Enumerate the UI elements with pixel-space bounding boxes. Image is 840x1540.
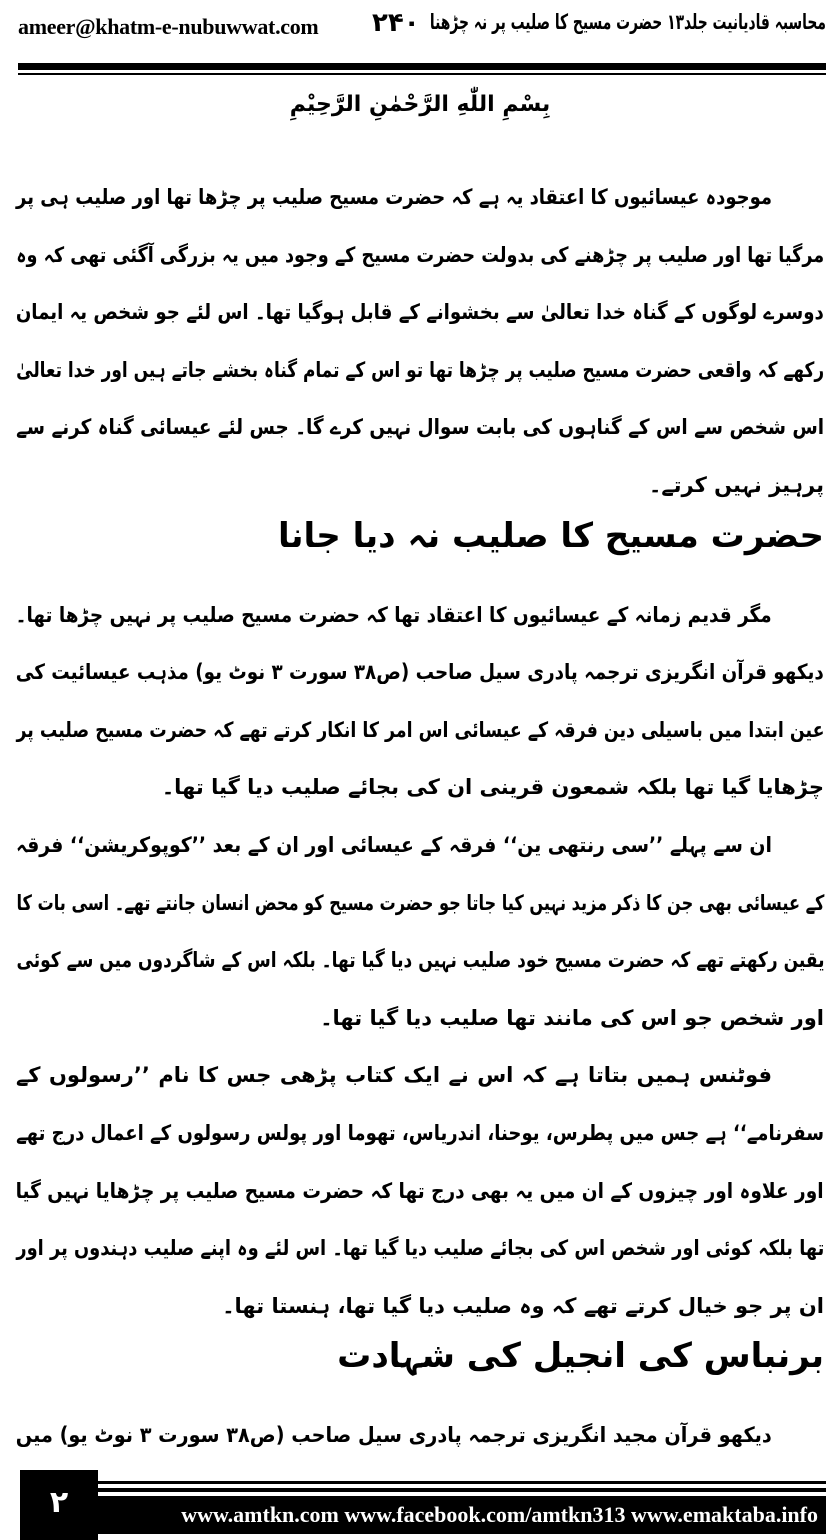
header-email: ameer@khatm-e-nubuwwat.com [18,14,319,39]
footer-rule [98,1488,826,1492]
text-line-content: ان سے پہلے ’’سی رنتھی ین‘‘ فرقہ کے عیسائی اور ان کے بعد ’’کوپوکریشن‘‘ فرقہ [16,832,772,857]
text-line-content: رکھے کہ واقعی حضرت مسیح صلیب پر چڑھا تھا تو اس کے تمام گناہ بخشے جاتے ہیں اور خدا تعالیٰ [16,357,824,382]
text-line-content: ان پر جو خیال کرتے تھے کہ وہ صلیب دیا گیا تھا، ہنستا تھا۔ [222,1293,824,1318]
paragraph-5 [16,1407,824,1465]
text-line-content: فوٹنس ہمیں بتاتا ہے کہ اس نے ایک کتاب پڑھی جس کا نام ’’رسولوں کے [16,1063,772,1088]
text-line [16,932,824,990]
text-line-content: موجودہ عیسائیوں کا اعتقاد یہ ہے کہ حضرت مسیح صلیب پر چڑھا تھا اور صلیب ہی پر [16,185,772,209]
section-heading [16,515,824,587]
text-line-content: مرگیا تھا اور صلیب پر چڑھنے کی بدولت حضرت مسیح کے وجود میں یہ بزرگی آگئی تھی کہ وہ [16,242,824,267]
text-line [16,342,824,400]
text-line [16,457,824,515]
footer-links-bar [98,1496,826,1534]
text-line-content: دیکھو قرآن مجید انگریزی ترجمہ پادری سیل صاحب (ص۳۸ سورت ۳ نوٹ یو) میں [16,1423,772,1448]
text-line-content: اور شخص جو اس کی مانند تھا صلیب دیا گیا تھا۔ [320,1005,824,1030]
text-line [16,1105,824,1163]
footer-page-number: ۲ [20,1470,98,1540]
bismillah: بِسْمِ اللّٰهِ الرَّحْمٰنِ الرَّحِيْمِ [289,92,551,117]
text-line [16,1163,824,1221]
text-line-content: دیکھو قرآن انگریزی ترجمہ پادری سیل صاحب (ص۳۸ سورت ۳ نوٹ یو) مذہب عیسائیت کی [16,660,824,685]
text-line-content: کے عیسائی بھی جن کا ذکر مزید نہیں کیا جاتا جو حضرت مسیح کو محض انسان جانتے تھے۔ اسی بات کا [16,890,824,915]
text-line-content: دوسرے لوگوں کے گناہ خدا تعالیٰ سے بخشوانے کے قابل ہوگیا تھا۔ اس لئے جو شخص یہ ایمان [16,300,824,325]
text-line-content: یقین رکھتے تھے کہ حضرت مسیح خود صلیب نہیں دیا گیا تھا۔ بلکہ اس کے شاگردوں میں سے کوئی [16,948,824,973]
section-heading-text: حضرت مسیح کا صلیب نہ دیا جانا [278,515,824,556]
footer-links: www.amtkn.com www.facebook.com/amtkn313 www.emaktaba.info [181,1502,818,1527]
text-line-content: عین ابتدا میں باسیلی دین فرقہ کے عیسائی اس امر کا انکار کرتے تھے کہ حضرت مسیح صلیب پر [16,717,824,742]
text-line [16,702,824,760]
page-body [16,169,824,1465]
text-line-content: اس شخص سے اس کے گناہوں کی بابت سوال نہیں کرے گا۔ جس لئے عیسائی گناہ کرنے سے [16,415,824,440]
section-heading [16,1335,824,1407]
text-line [16,875,824,933]
text-line [16,227,824,285]
text-line [16,644,824,702]
text-line-content: پرہیز نہیں کرتے۔ [649,472,824,497]
text-line-content: مگر قدیم زمانہ کے عیسائیوں کا اعتقاد تھا کہ حضرت مسیح صلیب پر نہیں چڑھا تھا۔ [16,602,772,627]
text-line-content: اور علاوہ اور چیزوں کے ان میں یہ بھی درج تھا کہ حضرت مسیح صلیب پر چڑھایا نہیں گیا [16,1178,824,1203]
header-rule-thin [18,73,826,75]
text-line-content: سفرنامے‘‘ ہے جس میں پطرس، یوحنا، اندریاس، تھوما اور پولس رسولوں کے اعمال درج تھے [16,1120,824,1145]
paragraph-4 [16,1047,824,1335]
text-line [16,1047,824,1105]
section-heading-text: برنباس کی انجیل کی شہادت [337,1336,824,1377]
text-line [16,1407,824,1465]
header-title: محاسبہ قادیانیت جلد۱۳ حضرت مسیح کا صلیب پر نہ چڑھنا [430,10,826,34]
page-header [0,0,840,80]
text-line [16,284,824,342]
text-line [16,399,824,457]
text-line [16,1220,824,1278]
text-line-content: تھا بلکہ کوئی اور شخص اس کی بجائے صلیب دیا گیا تھا۔ اس لئے وہ اپنے صلیب دہندوں پر اور [16,1236,824,1261]
header-rule-thick [18,63,826,70]
text-line [16,817,824,875]
paragraph-2 [16,587,824,817]
header-page-number: ۲۴۰ [372,8,420,38]
text-line [16,1278,824,1336]
paragraph-1 [16,169,824,515]
text-line-content: چڑھایا گیا تھا بلکہ شمعون قرینی ان کی بجائے صلیب دیا گیا تھا۔ [161,775,824,800]
header-title-box [430,10,826,34]
text-line [16,990,824,1048]
text-line [16,169,824,227]
footer-rule [98,1481,826,1484]
text-line [16,759,824,817]
paragraph-3 [16,817,824,1047]
text-line [16,587,824,645]
